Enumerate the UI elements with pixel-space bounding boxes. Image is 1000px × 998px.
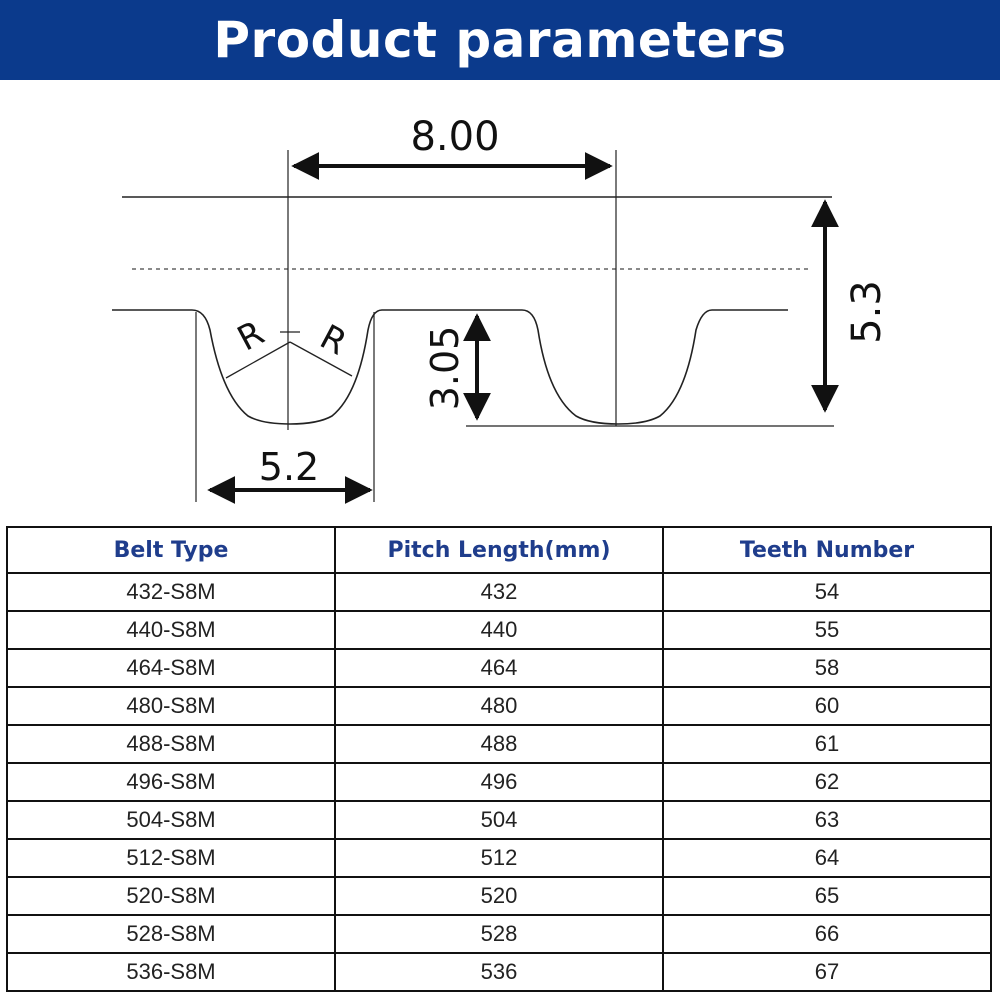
belt-parameters-table — [6, 526, 992, 992]
teeth-number-cell: 55 — [663, 611, 991, 649]
table-row — [7, 687, 991, 725]
pitch-length-cell: 480 — [335, 687, 663, 725]
pitch-length-cell: 440 — [335, 611, 663, 649]
teeth-number-cell: 61 — [663, 725, 991, 763]
belt-type-cell: 480-S8M — [7, 687, 335, 725]
table-row — [7, 763, 991, 801]
belt-type-cell: 440-S8M — [7, 611, 335, 649]
radius-label-right: R — [313, 317, 353, 364]
table-row — [7, 611, 991, 649]
belt-type-cell: 464-S8M — [7, 649, 335, 687]
table-row — [7, 725, 991, 763]
tooth-depth-dimension-label: 3.05 — [423, 325, 467, 411]
pitch-length-cell: 432 — [335, 573, 663, 611]
teeth-number-cell: 62 — [663, 763, 991, 801]
pitch-length-cell: 528 — [335, 915, 663, 953]
belt-type-cell: 496-S8M — [7, 763, 335, 801]
teeth-number-cell: 63 — [663, 801, 991, 839]
pitch-length-cell: 496 — [335, 763, 663, 801]
belt-type-cell: 520-S8M — [7, 877, 335, 915]
teeth-number-cell: 60 — [663, 687, 991, 725]
teeth-number-cell: 54 — [663, 573, 991, 611]
teeth-number-cell: 65 — [663, 877, 991, 915]
teeth-number-cell: 67 — [663, 953, 991, 991]
belt-type-cell: 432-S8M — [7, 573, 335, 611]
belt-type-cell: 528-S8M — [7, 915, 335, 953]
pitch-length-cell: 520 — [335, 877, 663, 915]
page-title: Product parameters — [213, 11, 787, 69]
pitch-length-cell: 488 — [335, 725, 663, 763]
belt-type-cell: 512-S8M — [7, 839, 335, 877]
tooth-width-dimension-label: 5.2 — [258, 445, 320, 489]
pitch-length-cell: 464 — [335, 649, 663, 687]
teeth-number-cell: 58 — [663, 649, 991, 687]
table-row — [7, 801, 991, 839]
pitch-length-cell: 512 — [335, 839, 663, 877]
table-row — [7, 877, 991, 915]
table-row — [7, 573, 991, 611]
radius-label-left: R — [231, 313, 271, 360]
page-title-banner — [0, 0, 1000, 80]
header-belt-type: Belt Type — [7, 527, 335, 573]
table-row — [7, 649, 991, 687]
teeth-number-cell: 66 — [663, 915, 991, 953]
height-dimension-label: 5.3 — [844, 280, 890, 344]
header-teeth-number: Teeth Number — [663, 527, 991, 573]
table-row — [7, 953, 991, 991]
belt-type-cell: 488-S8M — [7, 725, 335, 763]
belt-profile-diagram — [0, 80, 1000, 520]
pitch-length-cell: 504 — [335, 801, 663, 839]
table-header-row — [7, 527, 991, 573]
belt-type-cell: 504-S8M — [7, 801, 335, 839]
pitch-dimension-label: 8.00 — [410, 114, 500, 160]
belt-profile-svg — [0, 80, 1000, 520]
table-row — [7, 915, 991, 953]
teeth-number-cell: 64 — [663, 839, 991, 877]
belt-type-cell: 536-S8M — [7, 953, 335, 991]
header-pitch-length: Pitch Length(mm) — [335, 527, 663, 573]
pitch-length-cell: 536 — [335, 953, 663, 991]
table-row — [7, 839, 991, 877]
